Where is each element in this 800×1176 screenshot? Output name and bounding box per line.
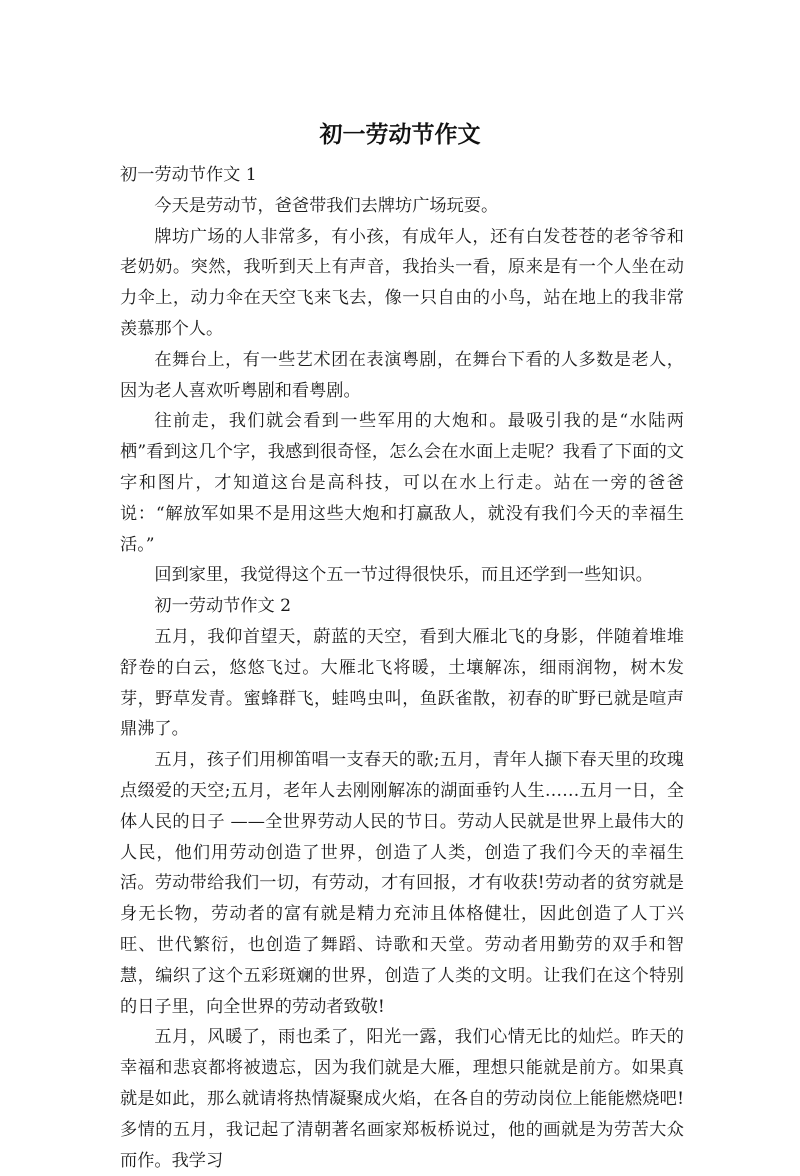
paragraph: 牌坊广场的人非常多，有小孩，有成年人，还有白发苍苍的老爷爷和老奶奶。突然，我听到天上有声音，我抬头一看，原来是有一个人坐在动力伞上，动力伞在天空飞来飞去，像一只自由的小鸟，站在地上的我非常羡慕那个人。 — [120, 226, 684, 339]
document-body — [120, 160, 684, 1176]
paragraph: 五月，风暖了，雨也柔了，阳光一露，我们心情无比的灿烂。昨天的幸福和悲哀都将被遗忘，因为我们就是大雁，理想只能就是前方。如果真就是如此，那么就请将热情凝聚成火焰，在各自的劳动岗位上能能燃烧吧!多情的五月，我记起了清朝著名画家郑板桥说过，他的画就是为劳苦大众而作。我学习 — [120, 1027, 684, 1171]
section-heading: 初一劳动节作文 2 — [154, 596, 292, 617]
paragraph: 回到家里，我觉得这个五一节过得很快乐，而且还学到一些知识。 — [154, 565, 653, 586]
paragraph: 往前走，我们就会看到一些军用的大炮和。最吸引我的是“水陆两栖”看到这几个字，我感到很奇怪，怎么会在水面上走呢？我看了下面的文字和图片，才知道这台是高科技，可以在水上行走。站在一旁的爸爸说：“解放军如果不是用这些大炮和打赢敌人，就没有我们今天的幸福生活。” — [120, 411, 684, 555]
page-title: 初一劳动节作文 — [319, 122, 481, 148]
paragraph: 五月，我仰首望天，蔚蓝的天空，看到大雁北飞的身影，伴随着堆堆舒卷的白云，悠悠飞过。大雁北飞将暖，土壤解冻，细雨润物，树木发芽，野草发青。蜜蜂群飞，蛙鸣虫叫，鱼跃雀散，初春的旷野已就是喧声鼎沸了。 — [120, 626, 684, 740]
paragraph: 五月，孩子们用柳笛唱一支春天的歌;五月，青年人撷下春天里的玫瑰点缀爱的天空;五月，老年人去刚刚解冻的湖面垂钓人生……五月一日，全体人民的日子 ——全世界劳动人民的节日。劳动人民就是世界上最伟大的人民，他们用劳动创造了世界，创造了人类，创造了我们今天的幸福生活。劳动带给我们一切，有劳动，才有回报，才有收获!劳动者的贫穷就是身无长物，劳动者的富有就是精力充沛且体格健壮，因此创造了人丁兴旺、世代繁衍，也创造了舞蹈、诗歌和天堂。劳动者用勤劳的双手和智慧，编织了这个五彩斑斓的世界，创造了人类的文明。让我们在这个特别的日子里，向全世界的劳动者致敬! — [120, 750, 684, 1017]
paragraph: 今天是劳动节，爸爸带我们去牌坊广场玩耍。 — [154, 195, 499, 216]
section-heading: 初一劳动节作文 1 — [120, 165, 257, 185]
paragraph: 在舞台上，有一些艺术团在表演粤剧，在舞台下看的人多数是老人，因为老人喜欢听粤剧和看粤剧。 — [120, 349, 684, 401]
